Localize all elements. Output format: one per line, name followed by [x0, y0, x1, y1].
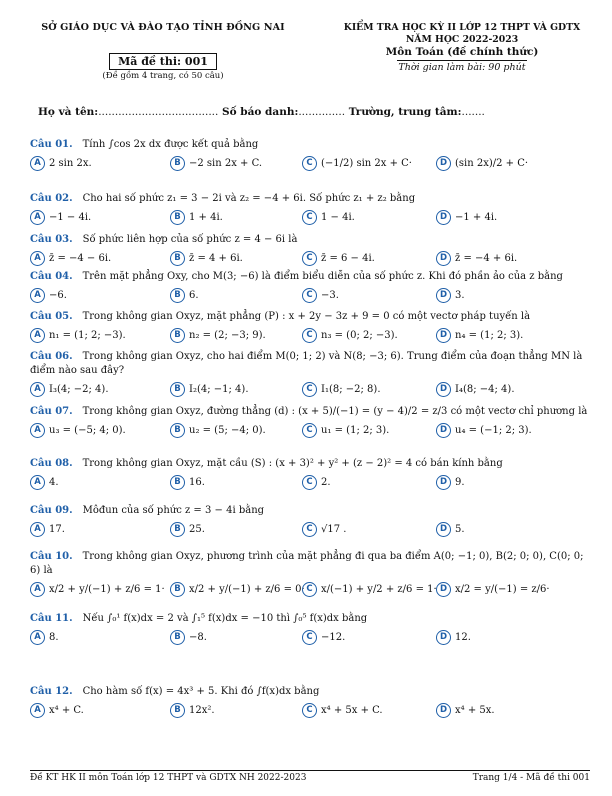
question-text: Cho hàm số f(x) = 4x³ + 5. Khi đó ∫f(x)dx bằng — [82, 686, 320, 697]
option-text: −2 sin 2x + C. — [189, 158, 263, 169]
option-letter-badge: A — [30, 288, 45, 303]
option-text: z̄ = −4 − 6i. — [49, 253, 112, 264]
option-b[interactable] — [170, 630, 207, 645]
option-letter-badge: A — [30, 630, 45, 645]
option-a[interactable] — [30, 703, 84, 718]
question-text: Nếu ∫₀¹ f(x)dx = 2 và ∫₁⁵ f(x)dx = −10 thì ∫₀⁵ f(x)dx bằng — [82, 613, 368, 624]
option-letter-badge: B — [170, 703, 185, 718]
option-letter-badge: B — [170, 522, 185, 537]
option-letter-badge: B — [170, 156, 185, 171]
option-c[interactable] — [302, 630, 345, 645]
option-letter-badge: A — [30, 522, 45, 537]
option-text: 6. — [189, 290, 199, 301]
question-stem — [30, 550, 590, 578]
name-label: Họ và tên: — [38, 106, 99, 118]
question-4 — [30, 270, 590, 304]
option-letter-badge: D — [436, 582, 451, 597]
answer-options — [30, 251, 590, 267]
option-text: n₂ = (2; −3; 9). — [189, 330, 266, 341]
option-text: z̄ = 6 − 4i. — [321, 253, 375, 264]
option-b[interactable] — [170, 423, 266, 438]
question-stem — [30, 350, 590, 378]
option-c[interactable] — [302, 703, 383, 718]
option-text: u₁ = (1; 2; 3). — [321, 425, 390, 436]
option-d[interactable] — [436, 522, 465, 537]
option-d[interactable] — [436, 328, 523, 343]
subject: Môn Toán (đề chính thức) — [385, 46, 539, 58]
question-stem — [30, 504, 590, 518]
option-text: 3. — [455, 290, 465, 301]
question-text: Cho hai số phức z₁ = 3 − 2i và z₂ = −4 + 6i. Số phức z₁ + z₂ bằng — [82, 193, 416, 204]
question-label: Câu 05. — [30, 311, 73, 322]
question-label: Câu 11. — [30, 613, 73, 624]
option-d[interactable] — [436, 156, 528, 171]
option-text: x⁴ + 5x + C. — [321, 705, 383, 716]
option-a[interactable] — [30, 475, 59, 490]
option-text: 8. — [49, 632, 59, 643]
option-letter-badge: D — [436, 522, 451, 537]
option-a[interactable] — [30, 156, 92, 171]
question-6 — [30, 350, 590, 398]
center-label: Trường, trung tâm: — [348, 106, 462, 118]
option-text: n₄ = (1; 2; 3). — [455, 330, 524, 341]
option-text: 1 + 4i. — [189, 212, 223, 223]
option-a[interactable] — [30, 522, 65, 537]
question-5 — [30, 310, 590, 344]
option-text: x/2 + y/(−1) + z/6 = 0· — [189, 584, 305, 595]
option-b[interactable] — [170, 156, 262, 171]
question-text: Tính ∫cos 2x dx được kết quả bằng — [82, 139, 259, 150]
question-label: Câu 08. — [30, 458, 73, 469]
option-text: −8. — [189, 632, 207, 643]
option-text: x/2 = y/(−1) = z/6· — [455, 584, 550, 595]
option-text: 12x². — [189, 705, 215, 716]
question-7 — [30, 405, 590, 439]
answer-options — [30, 382, 590, 398]
option-c[interactable] — [302, 475, 331, 490]
option-text: 4. — [49, 477, 59, 488]
question-text: Trong không gian Oxyz, cho hai điểm M(0; 1; 2) và N(8; −3; 6). Trung điểm của đoạn thẳng MN là điểm nào sau đây? — [30, 351, 583, 376]
option-d[interactable] — [436, 210, 497, 225]
option-letter-badge: A — [30, 382, 45, 397]
option-d[interactable] — [436, 582, 550, 597]
option-text: 2 sin 2x. — [49, 158, 92, 169]
option-c[interactable] — [302, 423, 389, 438]
option-letter-badge: D — [436, 475, 451, 490]
answer-options — [30, 703, 590, 719]
question-stem — [30, 405, 590, 419]
pages-note: (Đề gồm 4 trang, có 50 câu) — [102, 71, 224, 81]
option-letter-badge: D — [436, 328, 451, 343]
option-text: I₃(4; −2; 4). — [49, 384, 109, 395]
question-label: Câu 03. — [30, 234, 73, 245]
option-letter-badge: C — [302, 703, 317, 718]
question-3 — [30, 233, 590, 267]
option-text: −12. — [321, 632, 346, 643]
option-letter-badge: C — [302, 156, 317, 171]
answer-options — [30, 423, 590, 439]
question-label: Câu 01. — [30, 139, 73, 150]
header-right — [330, 22, 594, 73]
option-text: −3. — [321, 290, 339, 301]
option-a[interactable] — [30, 210, 91, 225]
question-text: Trong không gian Oxyz, mặt cầu (S) : (x + 3)² + y² + (z − 2)² = 4 có bán kính bằng — [82, 458, 503, 469]
option-c[interactable] — [302, 522, 346, 537]
answer-options — [30, 288, 590, 304]
option-letter-badge: C — [302, 423, 317, 438]
option-text: x⁴ + 5x. — [455, 705, 495, 716]
option-letter-badge: A — [30, 582, 45, 597]
option-b[interactable] — [170, 210, 223, 225]
option-letter-badge: A — [30, 328, 45, 343]
option-d[interactable] — [436, 475, 465, 490]
answer-options — [30, 630, 590, 646]
option-d[interactable] — [436, 288, 465, 303]
option-c[interactable] — [302, 382, 381, 397]
option-letter-badge: C — [302, 475, 317, 490]
question-label: Câu 09. — [30, 505, 73, 516]
question-8 — [30, 457, 590, 491]
question-11 — [30, 612, 590, 646]
option-letter-badge: D — [436, 210, 451, 225]
question-label: Câu 02. — [30, 193, 73, 204]
option-letter-badge: B — [170, 475, 185, 490]
option-a[interactable] — [30, 582, 165, 597]
option-text: u₂ = (5; −4; 0). — [189, 425, 266, 436]
header-left — [38, 22, 288, 81]
option-d[interactable] — [436, 423, 532, 438]
option-letter-badge: B — [170, 382, 185, 397]
option-letter-badge: C — [302, 328, 317, 343]
option-letter-badge: D — [436, 288, 451, 303]
option-text: 16. — [189, 477, 205, 488]
answer-options — [30, 210, 590, 226]
option-letter-badge: B — [170, 210, 185, 225]
option-letter-badge: A — [30, 703, 45, 718]
option-letter-badge: B — [170, 582, 185, 597]
option-text: 25. — [189, 524, 205, 535]
option-a[interactable] — [30, 423, 126, 438]
exam-code: Mã đề thi: 001 — [109, 53, 217, 70]
question-stem — [30, 612, 590, 626]
page-footer — [30, 770, 590, 783]
question-text: Trên mặt phẳng Oxy, cho M(3; −6) là điểm biểu diễn của số phức z. Khi đó phần ảo của z bằng — [82, 271, 563, 282]
student-info — [38, 106, 578, 118]
option-text: −1 + 4i. — [455, 212, 498, 223]
question-2 — [30, 192, 590, 226]
option-letter-badge: D — [436, 423, 451, 438]
option-a[interactable] — [30, 328, 126, 343]
option-letter-badge: C — [302, 210, 317, 225]
question-stem — [30, 270, 590, 284]
center-field[interactable]: ....... — [461, 106, 485, 118]
option-text: u₃ = (−5; 4; 0). — [49, 425, 126, 436]
option-letter-badge: B — [170, 423, 185, 438]
option-text: I₁(8; −2; 8). — [321, 384, 381, 395]
option-b[interactable] — [170, 522, 205, 537]
option-text: x/2 + y/(−1) + z/6 = 1· — [49, 584, 165, 595]
question-stem — [30, 138, 590, 152]
footer-left: Đề KT HK II môn Toán lớp 12 THPT và GDTX NH 2022-2023 — [30, 773, 307, 783]
option-letter-badge: D — [436, 703, 451, 718]
name-field[interactable]: .................................... — [98, 106, 219, 118]
option-text: I₄(8; −4; 4). — [455, 384, 515, 395]
option-text: 12. — [455, 632, 471, 643]
option-b[interactable] — [170, 328, 266, 343]
option-a[interactable] — [30, 630, 59, 645]
question-text: Số phức liên hợp của số phức z = 4 − 6i là — [82, 234, 298, 245]
option-d[interactable] — [436, 382, 515, 397]
option-b[interactable] — [170, 582, 305, 597]
option-c[interactable] — [302, 288, 339, 303]
option-a[interactable] — [30, 251, 111, 266]
option-text: n₃ = (0; 2; −3). — [321, 330, 398, 341]
option-text: (sin 2x)/2 + C· — [455, 158, 529, 169]
option-c[interactable] — [302, 582, 437, 597]
option-letter-badge: C — [302, 522, 317, 537]
option-letter-badge: D — [436, 251, 451, 266]
option-text: 1 − 4i. — [321, 212, 355, 223]
option-b[interactable] — [170, 382, 249, 397]
option-letter-badge: B — [170, 251, 185, 266]
option-a[interactable] — [30, 288, 67, 303]
question-stem — [30, 457, 590, 471]
id-field[interactable]: .............. — [298, 106, 346, 118]
option-text: x/(−1) + y/2 + z/6 = 1· — [321, 584, 437, 595]
option-letter-badge: B — [170, 288, 185, 303]
question-stem — [30, 685, 590, 699]
option-b[interactable] — [170, 475, 205, 490]
option-letter-badge: C — [302, 288, 317, 303]
option-letter-badge: A — [30, 475, 45, 490]
option-letter-badge: D — [436, 156, 451, 171]
option-letter-badge: A — [30, 423, 45, 438]
question-label: Câu 10. — [30, 551, 73, 562]
option-text: −1 − 4i. — [49, 212, 92, 223]
option-letter-badge: A — [30, 210, 45, 225]
option-d[interactable] — [436, 251, 517, 266]
option-b[interactable] — [170, 703, 215, 718]
option-d[interactable] — [436, 630, 471, 645]
option-c[interactable] — [302, 156, 412, 171]
question-10 — [30, 550, 590, 598]
question-9 — [30, 504, 590, 538]
option-c[interactable] — [302, 328, 398, 343]
option-text: −6. — [49, 290, 67, 301]
option-letter-badge: C — [302, 582, 317, 597]
option-text: n₁ = (1; 2; −3). — [49, 330, 126, 341]
answer-options — [30, 582, 590, 598]
question-12 — [30, 685, 590, 719]
option-letter-badge: B — [170, 328, 185, 343]
question-label: Câu 07. — [30, 406, 73, 417]
option-letter-badge: B — [170, 630, 185, 645]
option-text: 9. — [455, 477, 465, 488]
option-a[interactable] — [30, 382, 109, 397]
option-letter-badge: C — [302, 251, 317, 266]
option-text: u₄ = (−1; 2; 3). — [455, 425, 532, 436]
question-label: Câu 12. — [30, 686, 73, 697]
option-letter-badge: C — [302, 630, 317, 645]
option-text: I₂(4; −1; 4). — [189, 384, 249, 395]
option-letter-badge: D — [436, 382, 451, 397]
question-text: Môđun của số phức z = 3 − 4i bằng — [82, 505, 265, 516]
footer-page-number: Trang 1/4 - Mã đề thi 001 — [472, 773, 590, 783]
exam-time: Thời gian làm bài: 90 phút — [398, 62, 526, 73]
option-text: z̄ = 4 + 6i. — [189, 253, 243, 264]
option-text: z̄ = −4 + 6i. — [455, 253, 518, 264]
department-name: SỞ GIÁO DỤC VÀ ĐÀO TẠO TỈNH ĐỒNG NAI — [41, 22, 285, 33]
option-text: 17. — [49, 524, 65, 535]
exam-title: KIỂM TRA HỌC KỲ II LỚP 12 THPT VÀ GDTX — [343, 22, 581, 33]
option-c[interactable] — [302, 251, 375, 266]
question-label: Câu 04. — [30, 271, 73, 282]
option-text: x⁴ + C. — [49, 705, 84, 716]
option-text: 2. — [321, 477, 331, 488]
answer-options — [30, 475, 590, 491]
option-letter-badge: A — [30, 251, 45, 266]
option-b[interactable] — [170, 251, 243, 266]
question-label: Câu 06. — [30, 351, 73, 362]
option-d[interactable] — [436, 703, 495, 718]
option-text: (−1/2) sin 2x + C· — [321, 158, 412, 169]
option-letter-badge: A — [30, 156, 45, 171]
option-c[interactable] — [302, 210, 355, 225]
question-1 — [30, 138, 590, 172]
option-b[interactable] — [170, 288, 199, 303]
question-text: Trong không gian Oxyz, mặt phẳng (P) : x + 2y − 3z + 9 = 0 có một vectơ pháp tuyến là — [82, 311, 531, 322]
id-label: Số báo danh: — [222, 106, 299, 118]
option-text: √17 . — [321, 524, 347, 535]
option-text: 5. — [455, 524, 465, 535]
question-stem — [30, 192, 590, 206]
question-text: Trong không gian Oxyz, đường thẳng (d) : (x + 5)/(−1) = (y − 4)/2 = z/3 có một vectơ chỉ phương là — [82, 406, 588, 417]
answer-options — [30, 522, 590, 538]
question-stem — [30, 233, 590, 247]
question-stem — [30, 310, 590, 324]
answer-options — [30, 328, 590, 344]
question-text: Trong không gian Oxyz, phương trình của mặt phẳng đi qua ba điểm A(0; −1; 0), B(2; 0; 0), C(0; 0; 6) là — [30, 551, 584, 576]
answer-options — [30, 156, 590, 172]
option-letter-badge: C — [302, 382, 317, 397]
school-year: NĂM HỌC 2022-2023 — [405, 34, 519, 45]
option-letter-badge: D — [436, 630, 451, 645]
